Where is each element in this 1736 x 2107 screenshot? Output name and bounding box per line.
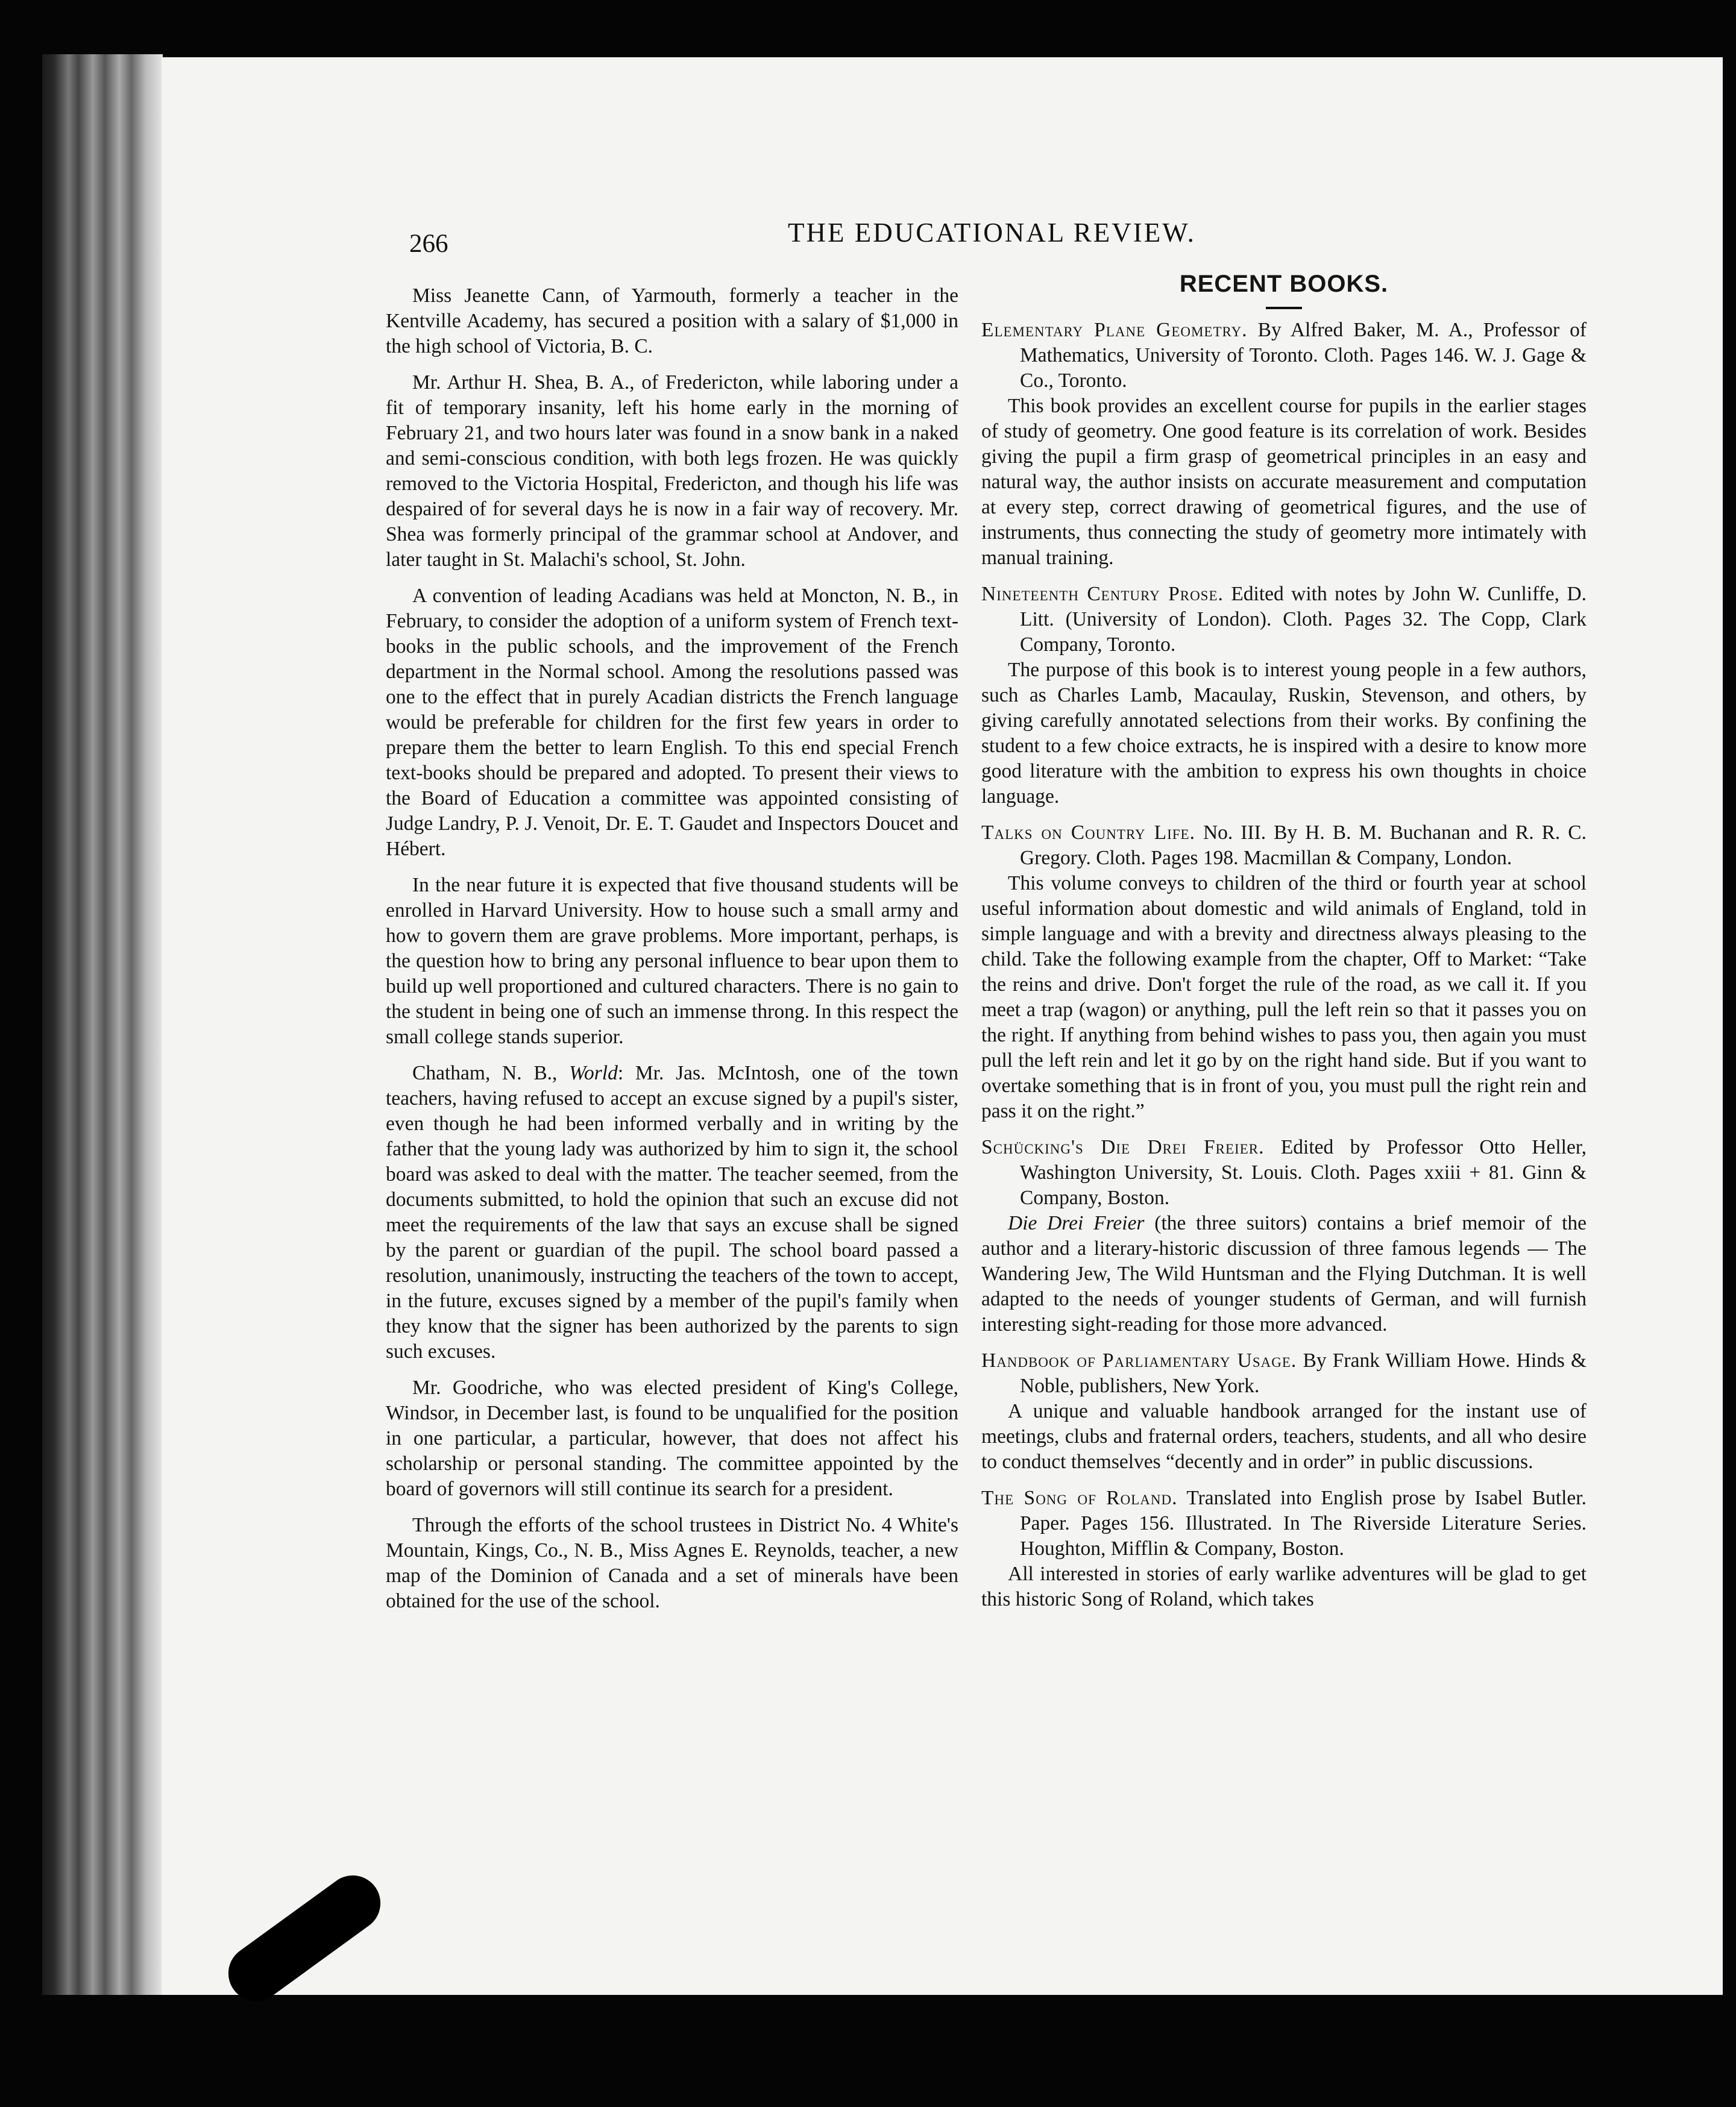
book-review: All interested in stories of early warlike adventures will be glad to get this historic Song of Roland, which takes bbox=[981, 1563, 1587, 1610]
page-number: 266 bbox=[409, 230, 448, 258]
book-entry bbox=[981, 582, 1587, 658]
news-item: Mr. Arthur H. Shea, B. A., of Fredericton, while laboring under a fit of temporary insanity, left his home early in the morning of February 21, and two hours later was found in a snow bank in a naked and semi-conscious condition, with both legs frozen. He was quickly removed to the Victoria Hospital, Fredericton, and though his life was despaired of for several days he is now in a fair way of recovery. Mr. Shea was formerly principal of the grammar school at Andover, and later taught in St. Malachi's school, St. John. bbox=[386, 371, 958, 571]
book-review: The purpose of this book is to interest young people in a few authors, such as Charles Lamb, Macaulay, Ruskin, Stevenson, and others, by giving carefully annotated selections from their works. By confining the student to a few choice extracts, he is inspired with a desire to know more good literature with the ambition to express his own thoughts in choice language. bbox=[981, 659, 1587, 808]
book-title: Elementary Plane Geometry. bbox=[981, 319, 1248, 341]
book-details: No. III. By H. B. M. Buchanan and R. R. C. Gregory. Cloth. Pages 198. Macmillan & Company, London. bbox=[1020, 821, 1587, 869]
news-item: Through the efforts of the school trustees in District No. 4 White's Mountain, Kings, Co., N. B., Miss Agnes E. Reynolds, teacher, a new map of the Dominion of Canada and a set of minerals have been obtained for the use of the school. bbox=[386, 1514, 958, 1612]
book-entry bbox=[981, 318, 1587, 394]
running-head: THE EDUCATIONAL REVIEW. bbox=[788, 218, 1196, 248]
book-title: Talks on Country Life. bbox=[981, 821, 1195, 844]
heading-rule bbox=[1266, 307, 1302, 309]
news-item: Miss Jeanette Cann, of Yarmouth, formerly a teacher in the Kentville Academy, has secured a position with a salary of $1,000 in the high school of Victoria, B. C. bbox=[386, 284, 958, 357]
right-column bbox=[981, 268, 1587, 1623]
book-title: Nineteenth Century Prose. bbox=[981, 583, 1224, 605]
book-title: Handbook of Parliamentary Usage. bbox=[981, 1349, 1297, 1372]
book-entry bbox=[981, 1486, 1587, 1562]
news-item bbox=[386, 1061, 958, 1364]
book-title-italic: Die Drei Freier bbox=[1008, 1212, 1145, 1234]
book-entry bbox=[981, 1135, 1587, 1211]
chatham-lead: Chatham, N. B., bbox=[412, 1062, 558, 1084]
news-item: Mr. Goodriche, who was elected president of King's College, Windsor, in December last, is found to be unqualified for the position in one particular, a particular, however, that does not affect his scholarship or personal standing. The committee appointed by the board of governors will still continue its search for a president. bbox=[386, 1377, 958, 1500]
book-entry bbox=[981, 1348, 1587, 1399]
book-review: This volume conveys to children of the third or fourth year at school useful information about domestic and wild animals of England, told in simple language and with a brevity and directness always pleasing to the child. Take the following example from the chapter, Off to Market: “Take the reins and drive. Don't forget the rule of the road, as we call it. If you meet a trap (wagon) or anything, pull the left rein so that it passes you on the right. If anything from behind wishes to pass you, then again you must pull the left rein and let it go by on the right hand side. But if you want to overtake something that is in front of you, you must pull the right rein and pass it on the right.” bbox=[981, 872, 1587, 1122]
book-details: By Frank William Howe. Hinds & Noble, publishers, New York. bbox=[1020, 1349, 1587, 1397]
chatham-text: : Mr. Jas. McIntosh, one of the town teachers, having refused to accept an excuse signed by a pupil's sister, even though he had been informed verbally and in writing by the father that the young lady was authorized by him to sign it, the school board was asked to deal with the matter. The teacher seemed, from the documents submitted, to hold the opinion that such an excuse did not meet the requirements of the law that says an excuse shall be signed by the parent or guardian of the pupil. The school board passed a resolution, unanimously, instructing the teachers of the town to accept, in the future, excuses signed by a member of the pupil's family when they know that the signer has been authorized by the parents to sign such excuses. bbox=[386, 1062, 959, 1363]
newspaper-name: World bbox=[569, 1062, 618, 1084]
news-item: In the near future it is expected that five thousand students will be enrolled in Harvard University. How to house such a small army and how to govern them are grave problems. More important, perhaps, is the question how to bring any personal influence to bear upon them to build up well proportioned and cultured characters. There is no gain to the student in being one of such an immense throng. In this respect the small college stands superior. bbox=[386, 874, 958, 1048]
book-details: By Alfred Baker, M. A., Professor of Mathematics, University of Toronto. Cloth. Pages 146. W. J. Gage & Co., Toronto. bbox=[1020, 319, 1587, 392]
book-binding-edge bbox=[42, 54, 163, 1995]
book-details: Translated into English prose by Isabel Butler. Paper. Pages 156. Illustrated. In The Riverside Literature Series. Houghton, Mifflin & Company, Boston. bbox=[1020, 1487, 1587, 1560]
book-details: Edited by Professor Otto Heller, Washington University, St. Louis. Cloth. Pages xxiii + 81. Ginn & Company, Boston. bbox=[1020, 1136, 1587, 1209]
book-review bbox=[981, 1211, 1587, 1337]
book-review: This book provides an excellent course for pupils in the earlier stages of study of geometry. One good feature is its correlation of work. Besides giving the pupil a firm grasp of geometrical principles in an easy and natural way, the author insists on accurate measurement and computation at every step, correct drawing of geometrical figures, and the use of instruments, thus connecting the study of geometry more intimately with manual training. bbox=[981, 395, 1587, 569]
section-heading: RECENT BOOKS. bbox=[1179, 271, 1389, 297]
news-item: A convention of leading Acadians was held at Moncton, N. B., in February, to consider the adoption of a uniform system of French text-books in the public schools, and the improvement of the French department in the Normal school. Among the resolutions passed was one to the effect that in purely Acadian districts the French language would be preferable for children for the first few years in order to prepare them the better to learn English. To this end special French text-books should be prepared and adopted. To present their views to the Board of Education a committee was appointed consisting of Judge Landry, P. J. Venoit, Dr. E. T. Gaudet and Inspectors Doucet and Hébert. bbox=[386, 585, 958, 860]
book-details: Edited with notes by John W. Cunliffe, D. Litt. (University of London). Cloth. Pages 32. The Copp, Clark Company, Toronto. bbox=[1020, 583, 1587, 656]
book-entry bbox=[981, 820, 1587, 871]
book-title: The Song of Roland. bbox=[981, 1487, 1178, 1509]
left-column bbox=[386, 283, 958, 1625]
book-title: Schücking's Die Drei Freier. bbox=[981, 1136, 1265, 1158]
book-review-text: (the three suitors) contains a brief memoir of the author and a literary-historic discussion of three famous legends — The Wandering Jew, The Wild Huntsman and the Flying Dutchman. It is well adapted to the needs of younger students of German, and will furnish interesting sight-reading for those more advanced. bbox=[981, 1212, 1587, 1336]
book-review: A unique and valuable handbook arranged for the instant use of meetings, clubs and fraternal orders, teachers, students, and all who desire to conduct themselves “decently and in order” in public discussions. bbox=[981, 1400, 1587, 1473]
